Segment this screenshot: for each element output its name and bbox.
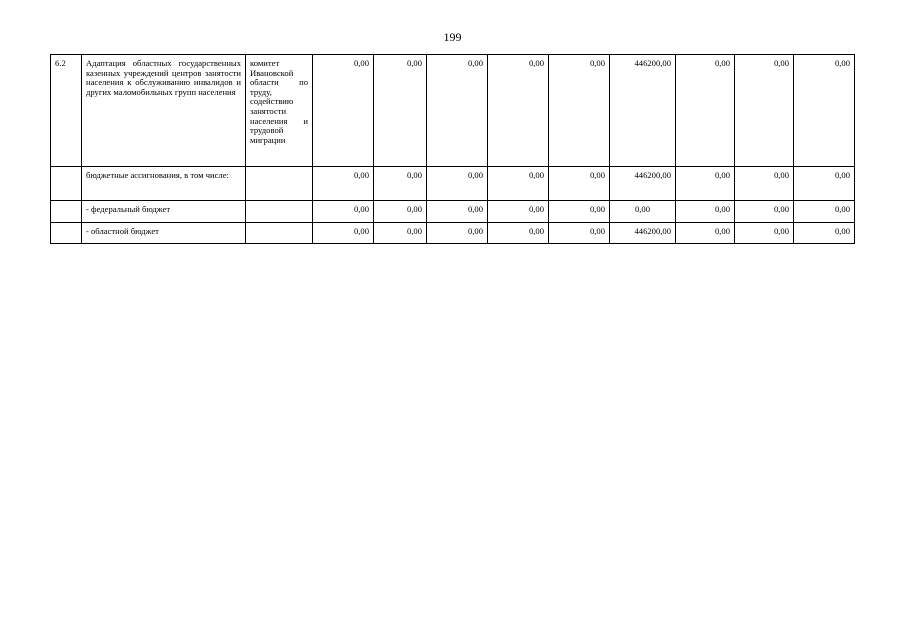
value-cell: 0,00 <box>735 167 794 201</box>
row-code <box>51 201 82 223</box>
value-cell: 0,00 <box>488 223 549 244</box>
value-cell: 0,00 <box>676 201 735 223</box>
value-cell: 0,00 <box>488 55 549 167</box>
row-name: - федеральный бюджет <box>82 201 246 223</box>
value-cell: 0,00 <box>676 223 735 244</box>
value-cell: 0,00 <box>488 201 549 223</box>
value-cell: 0,00 <box>313 55 374 167</box>
row-code <box>51 167 82 201</box>
value-cell: 0,00 <box>676 167 735 201</box>
value-cell: 0,00 <box>374 223 427 244</box>
value-cell: 0,00 <box>488 167 549 201</box>
value-cell: 446200,00 <box>610 167 676 201</box>
row-executor <box>246 201 313 223</box>
row-executor <box>246 223 313 244</box>
row-name: бюджетные ассигнования, в том числе: <box>82 167 246 201</box>
value-cell: 0,00 <box>549 201 610 223</box>
value-cell: 446200,00 <box>610 223 676 244</box>
value-cell: 0,00 <box>427 223 488 244</box>
value-cell: 0,00 <box>427 167 488 201</box>
value-cell: 0,00 <box>374 167 427 201</box>
row-code <box>51 223 82 244</box>
row-executor: комитет Ивановской области по труду, содействию занятости населения и трудовой миграции <box>246 55 313 167</box>
budget-table <box>50 54 855 244</box>
value-cell: 0,00 <box>735 223 794 244</box>
row-code: 6.2 <box>51 55 82 167</box>
value-cell: 0,00 <box>676 55 735 167</box>
value-cell: 0,00 <box>549 55 610 167</box>
value-cell: 0,00 <box>427 201 488 223</box>
row-name: Адаптация областных государственных казенных учреждений центров занятости населения к обслуживанию инвалидов и других маломобильных групп населения <box>82 55 246 167</box>
value-cell: 0,00 <box>427 55 488 167</box>
value-cell: 0,00 <box>313 223 374 244</box>
value-cell: 0,00 <box>313 201 374 223</box>
value-cell: 0,00 <box>735 201 794 223</box>
value-cell: 0,00 <box>549 167 610 201</box>
value-cell: 0,00 <box>313 167 374 201</box>
value-cell: 0,00 <box>549 223 610 244</box>
page-number: 199 <box>443 30 462 44</box>
value-cell: 0,00 <box>794 201 855 223</box>
value-cell: 0,00 <box>794 167 855 201</box>
value-cell: 0,00 <box>735 55 794 167</box>
table-row <box>51 223 855 244</box>
value-cell: 0,00 <box>794 223 855 244</box>
value-cell: 0,00 <box>374 201 427 223</box>
value-cell: 0,00 <box>374 55 427 167</box>
value-cell: 446200,00 <box>610 55 676 167</box>
table-row <box>51 55 855 167</box>
row-executor <box>246 167 313 201</box>
value-cell: 0,00 <box>610 201 676 223</box>
table-row <box>51 201 855 223</box>
row-name: - областной бюджет <box>82 223 246 244</box>
value-cell: 0,00 <box>794 55 855 167</box>
table-row <box>51 167 855 201</box>
